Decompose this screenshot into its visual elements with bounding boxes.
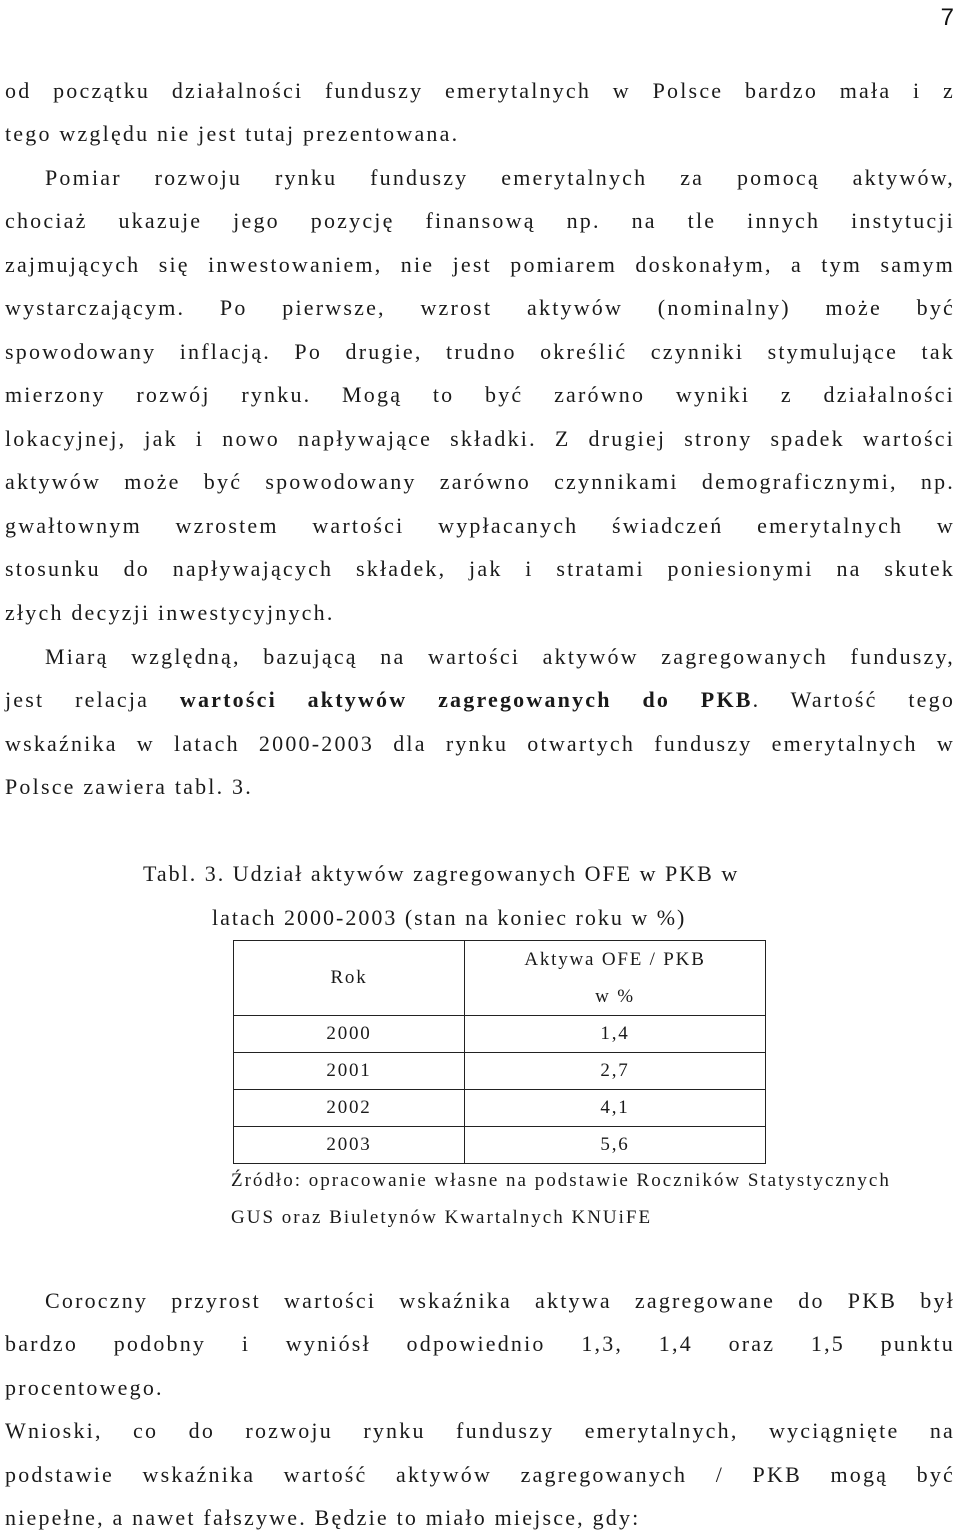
header-year: Rok — [234, 941, 465, 1016]
cell-value: 5,6 — [465, 1127, 766, 1164]
text-line: wystarczającym. Po pierwsze, wzrost aktywów (nominalny) może być — [5, 295, 955, 320]
text-line: procentowego. — [5, 1375, 164, 1400]
text-line: lokacyjnej, jak i nowo napływające składki. Z drugiej strony spadek wartości — [5, 426, 955, 451]
header-value — [465, 941, 766, 1016]
text-span: jest relacja — [5, 687, 150, 712]
text-line: Pomiar rozwoju rynku funduszy emerytalnych za pomocą aktywów, — [45, 165, 955, 190]
text-line: złych decyzji inwestycyjnych. — [5, 600, 335, 625]
text-line: gwałtownym wzrostem wartości wypłacanych świadczeń emerytalnych w — [5, 513, 955, 538]
bold-term: wartości aktywów zagregowanych do PKB — [179, 687, 753, 712]
text-line: zajmujących się inwestowaniem, nie jest pomiarem doskonałym, a tym samym — [5, 252, 955, 277]
table-caption: latach 2000-2003 (stan na koniec roku w %) — [212, 905, 687, 930]
data-table — [233, 940, 766, 1164]
page-number: 7 — [940, 4, 954, 31]
text-line: niepełne, a nawet fałszywe. Będzie to miało miejsce, gdy: — [5, 1505, 641, 1530]
cell-year: 2002 — [234, 1090, 465, 1127]
table-row — [234, 1127, 766, 1164]
text-line: wskaźnika w latach 2000-2003 dla rynku otwartych funduszy emerytalnych w — [5, 731, 955, 756]
table-row — [234, 1090, 766, 1127]
cell-year: 2000 — [234, 1016, 465, 1053]
text-line: stosunku do napływających składek, jak i stratami poniesionymi na skutek — [5, 556, 955, 581]
text-line: aktywów może być spowodowany zarówno czynnikami demograficznymi, np. — [5, 469, 955, 494]
text-line: od początku działalności funduszy emerytalnych w Polsce bardzo mała i z — [5, 78, 955, 103]
text-line: Wnioski, co do rozwoju rynku funduszy emerytalnych, wyciągnięte na — [5, 1418, 955, 1443]
cell-value: 2,7 — [465, 1053, 766, 1090]
text-line: tego względu nie jest tutaj prezentowana. — [5, 121, 460, 146]
text-line: mierzony rozwój rynku. Mogą to być zarówno wyniki z działalności — [5, 382, 955, 407]
table-source: Źródło: opracowanie własne na podstawie Roczników Statystycznych — [231, 1170, 891, 1191]
table-caption: Tabl. 3. Udział aktywów zagregowanych OFE w PKB w — [143, 861, 740, 886]
text-line: Polsce zawiera tabl. 3. — [5, 774, 253, 799]
text-line: spowodowany inflacją. Po drugie, trudno określić czynniki stymulujące tak — [5, 339, 955, 364]
header-value-line: Aktywa OFE / PKB — [524, 949, 706, 970]
cell-year: 2003 — [234, 1127, 465, 1164]
text-line: podstawie wskaźnika wartość aktywów zagregowanych / PKB mogą być — [5, 1462, 955, 1487]
cell-value: 4,1 — [465, 1090, 766, 1127]
text-line: bardzo podobny i wyniósł odpowiednio 1,3, 1,4 oraz 1,5 punktu — [5, 1331, 955, 1356]
table-row — [234, 1016, 766, 1053]
table-source: GUS oraz Biuletynów Kwartalnych KNUiFE — [231, 1207, 653, 1228]
table-header-row — [234, 941, 766, 1016]
text-line — [5, 687, 955, 713]
text-line: Miarą względną, bazującą na wartości aktywów zagregowanych funduszy, — [45, 644, 955, 669]
table-row — [234, 1053, 766, 1090]
cell-year: 2001 — [234, 1053, 465, 1090]
text-line: chociaż ukazuje jego pozycję finansową np. na tle innych instytucji — [5, 208, 955, 233]
cell-value: 1,4 — [465, 1016, 766, 1053]
text-span: . Wartość tego — [752, 687, 956, 712]
text-line: Coroczny przyrost wartości wskaźnika aktywa zagregowane do PKB był — [45, 1288, 955, 1313]
header-value-unit: w % — [595, 986, 635, 1007]
